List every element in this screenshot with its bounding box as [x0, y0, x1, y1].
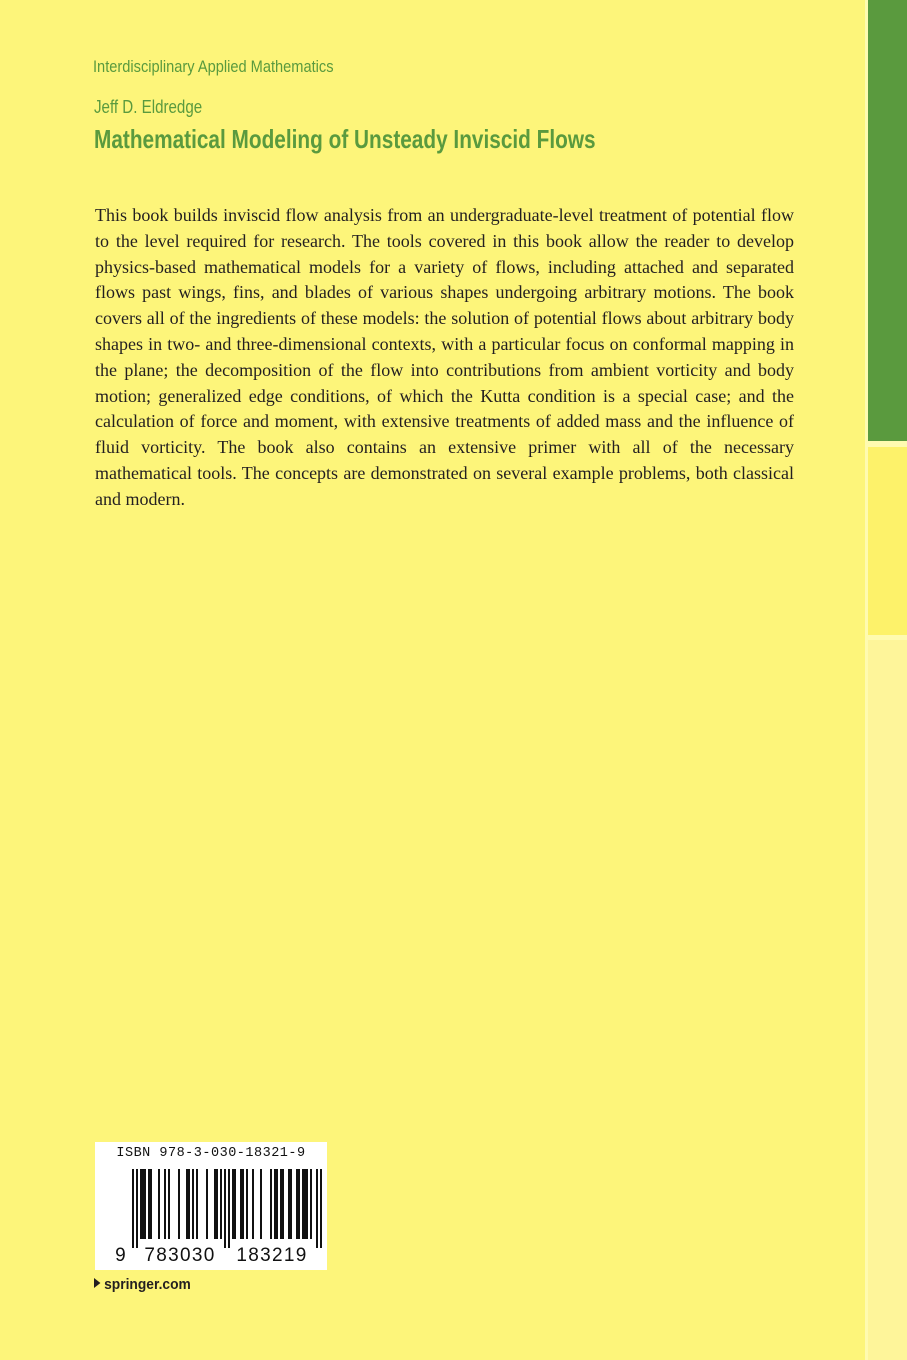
arrow-right-icon — [94, 1278, 100, 1288]
barcode-bar — [140, 1169, 142, 1239]
barcode-bar — [214, 1169, 216, 1239]
barcode-bar — [186, 1169, 188, 1239]
barcode-bar — [178, 1169, 180, 1239]
barcode-bar — [242, 1169, 244, 1239]
barcode-bar — [192, 1169, 194, 1239]
barcode-bar — [288, 1169, 290, 1239]
book-description: This book builds inviscid flow analysis from an undergraduate-level treatment of potential flow to the level required for research. The tools covered in this book allow the reader to develop physics-based mathematical models for a variety of flows, including attached and separated flows past wings, fins, and blades of various shapes undergoing arbitrary motions. The book covers all of the ingredients of these models: the solution of potential flows about arbitrary body shapes in two- and three-dimensional contexts, with a particular focus on conformal mapping in the plane; the decomposition of the flow into contributions from ambient vorticity and body motion; generalized edge conditions, of which the Kutta condition is a special case; and the calculation of force and moment, with extensive treatments of added mass and the influence of fluid vorticity. The book also contains an extensive primer with all of the necessary mathematical tools. The concepts are demonstrated on several example problems, both classical and modern. — [95, 205, 794, 509]
isbn-label: ISBN 978-3-030-18321-9 — [116, 1146, 306, 1161]
barcode-bar — [142, 1169, 144, 1239]
barcode-digits-right: 183219 — [236, 1245, 308, 1266]
barcode-bar — [188, 1169, 190, 1239]
barcode-bar — [290, 1169, 292, 1239]
spine-yellow-band — [868, 447, 907, 635]
barcode-bar — [274, 1169, 276, 1239]
barcode-bar — [224, 1169, 226, 1248]
barcode-bar — [302, 1169, 304, 1239]
barcode-bar — [132, 1169, 134, 1248]
publisher-link[interactable] — [94, 1276, 191, 1293]
barcode-bar — [260, 1169, 262, 1239]
barcode-bar — [144, 1169, 146, 1239]
barcode-bar — [168, 1169, 170, 1239]
barcode-bar — [240, 1169, 242, 1239]
barcode-bar — [296, 1169, 298, 1239]
barcode — [95, 1142, 327, 1270]
barcode-bar — [220, 1169, 222, 1239]
barcode-bar — [316, 1169, 318, 1248]
barcode-panel — [95, 1142, 327, 1270]
barcode-digits-left: 783030 — [144, 1245, 216, 1266]
barcode-bar — [246, 1169, 248, 1239]
barcode-bar — [270, 1169, 272, 1239]
barcode-bar — [280, 1169, 282, 1239]
barcode-bar — [228, 1169, 230, 1248]
series-name: Interdisciplinary Applied Mathematics — [93, 57, 334, 76]
barcode-bar — [234, 1169, 236, 1239]
barcode-bar — [310, 1169, 312, 1239]
barcode-bar — [320, 1169, 322, 1248]
barcode-bar — [136, 1169, 138, 1248]
barcode-bar — [150, 1169, 152, 1239]
publisher-url: springer.com — [104, 1276, 191, 1293]
barcode-bar — [148, 1169, 150, 1239]
barcode-bar — [304, 1169, 306, 1239]
barcode-bar — [252, 1169, 254, 1239]
barcode-bar — [216, 1169, 218, 1239]
barcode-bar — [282, 1169, 284, 1239]
barcode-digit-lead: 9 — [115, 1245, 127, 1266]
barcode-bar — [164, 1169, 166, 1239]
barcode-bar — [158, 1169, 160, 1239]
barcode-bar — [298, 1169, 300, 1239]
barcode-bar — [276, 1169, 278, 1239]
book-title: Mathematical Modeling of Unsteady Inviscid Flows — [94, 124, 596, 154]
spine-pale-band — [868, 640, 907, 1360]
spine-green-band — [868, 0, 907, 441]
author-name: Jeff D. Eldredge — [94, 97, 203, 117]
barcode-bar — [232, 1169, 234, 1239]
barcode-bar — [306, 1169, 308, 1239]
barcode-bar — [196, 1169, 198, 1239]
barcode-bar — [206, 1169, 208, 1239]
